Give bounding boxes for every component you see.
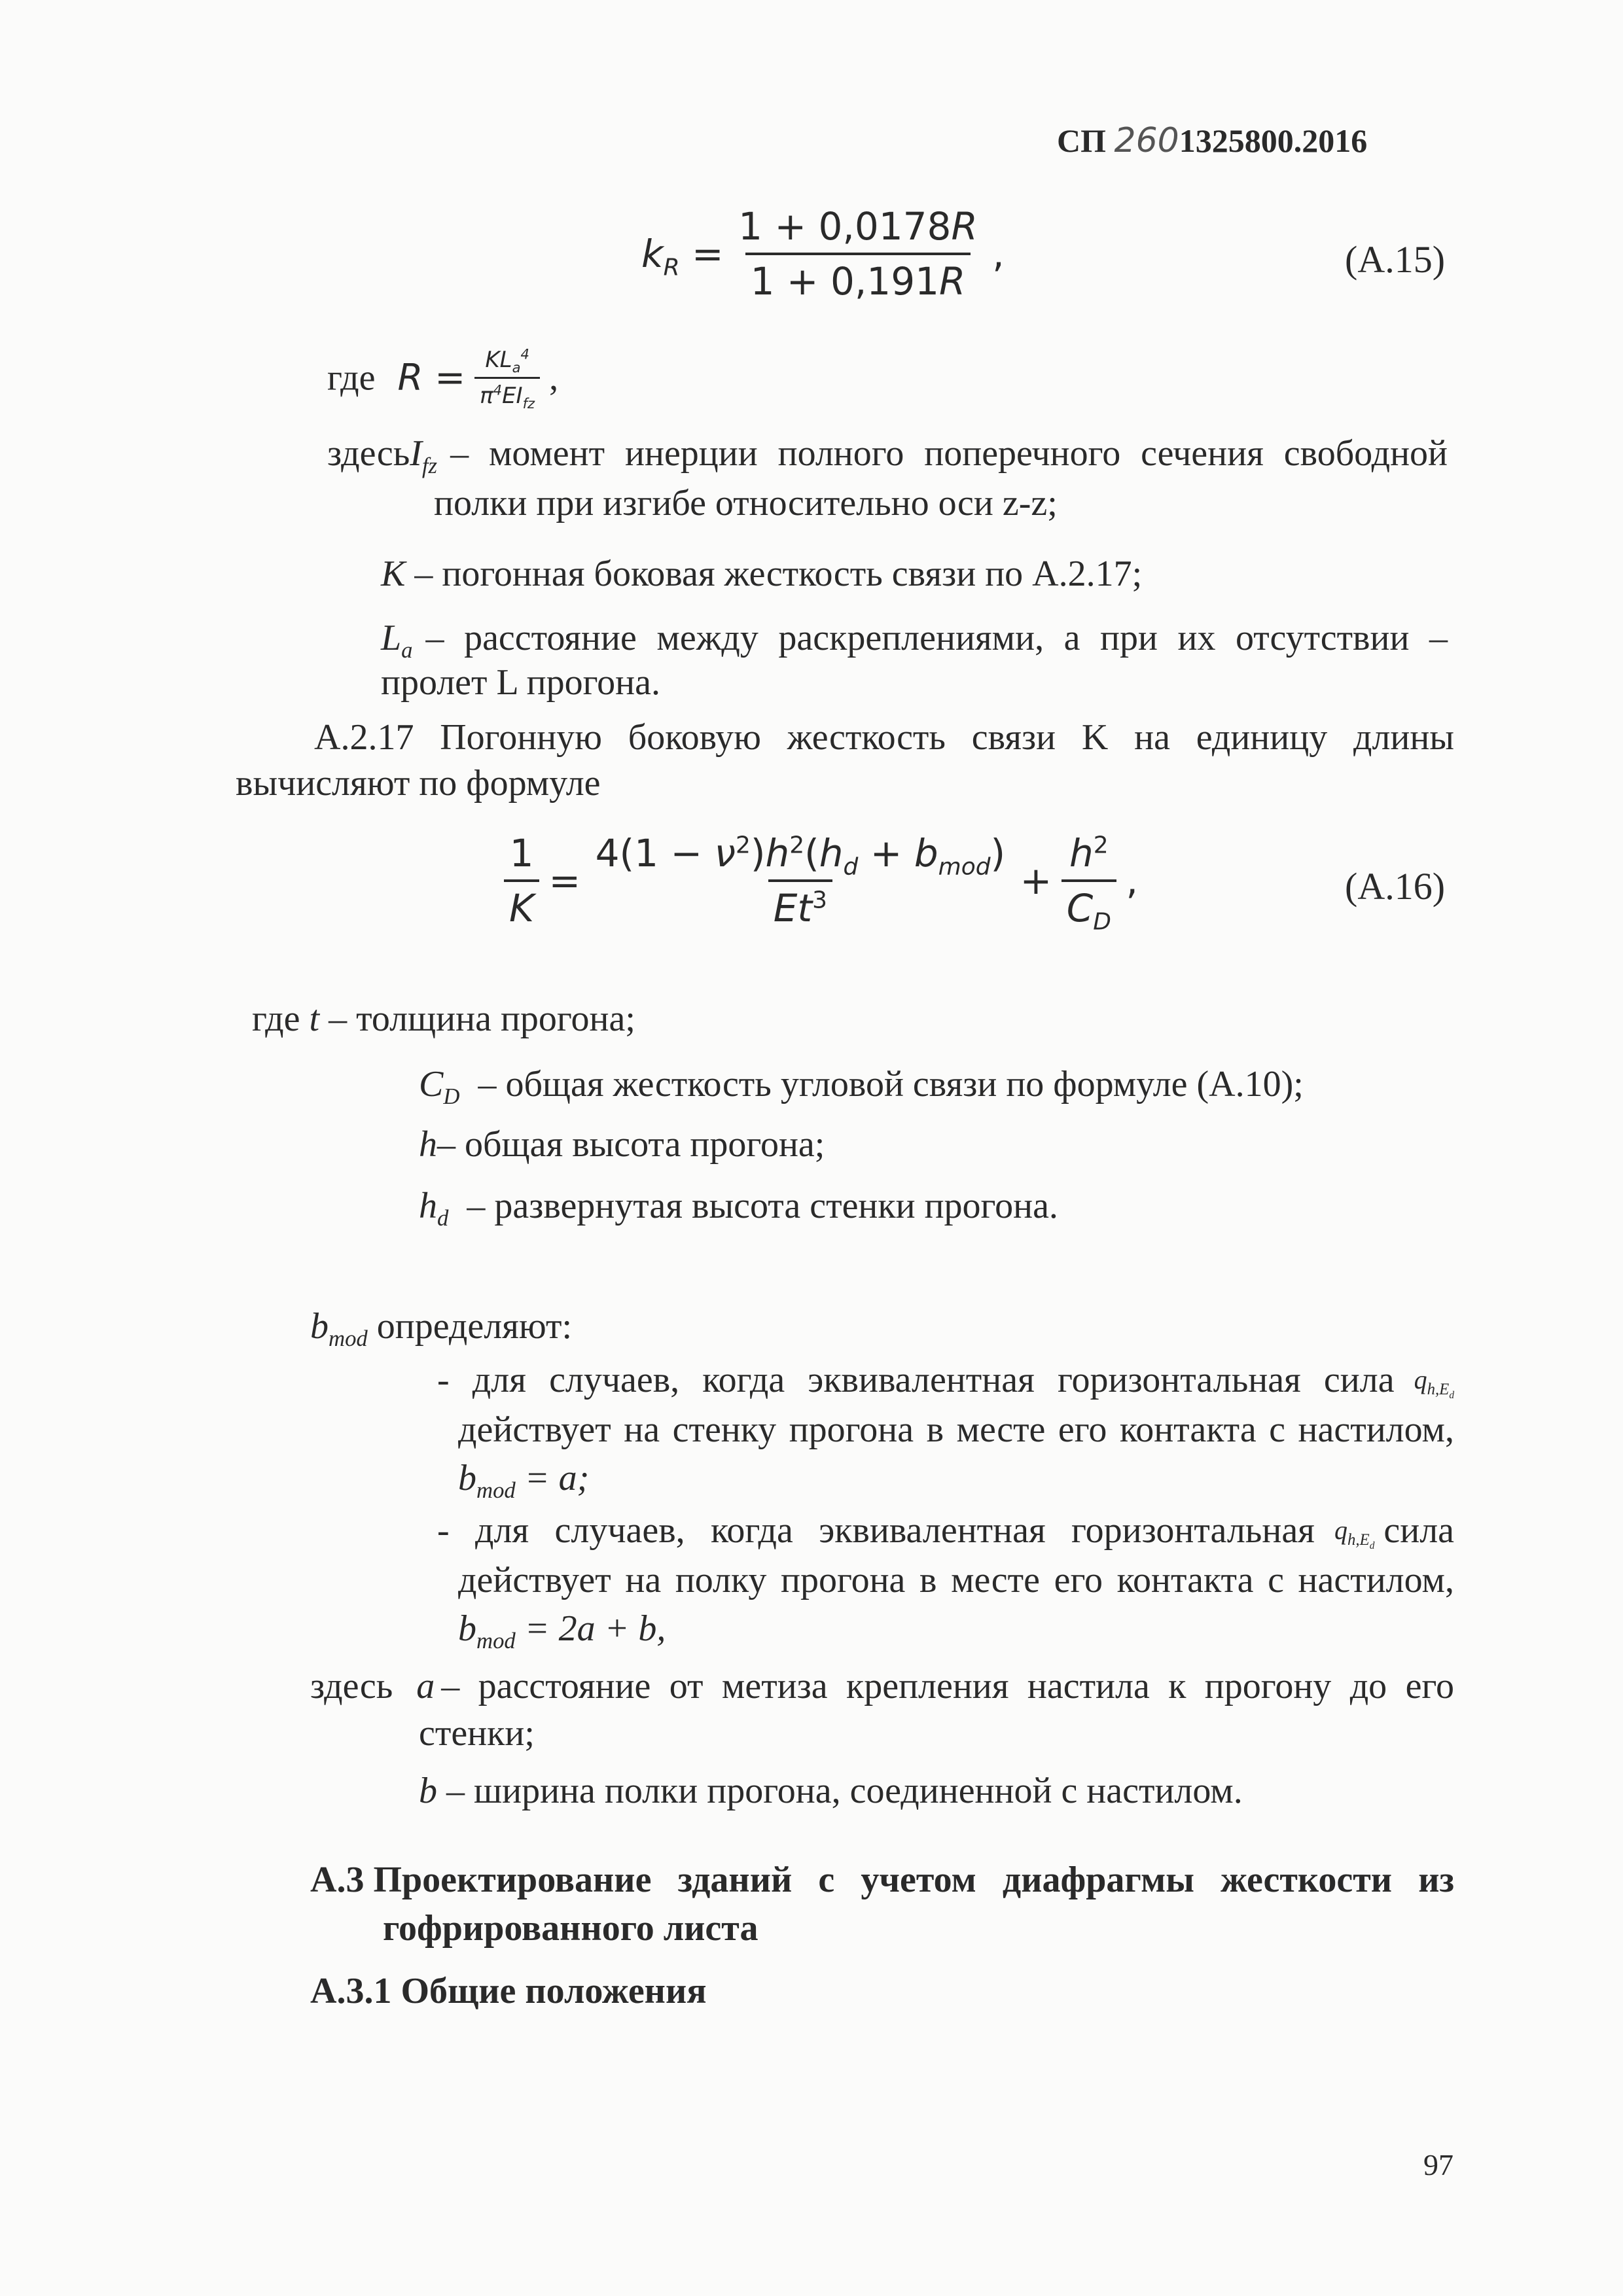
- def-la-text1: – расстояние между раскреплениями, а при их отсутствии –: [425, 618, 1448, 658]
- def-cd-line: [419, 1060, 1304, 1108]
- def-h-text: – общая высота прогона;: [437, 1124, 825, 1165]
- eq-a16-plus: +: [1020, 858, 1052, 903]
- eq-a16-frac1-num: 1: [509, 831, 534, 875]
- def-b-text: – ширина полки прогона, соединенной с настилом.: [446, 1771, 1243, 1811]
- para-a217-line1: А.2.17 Погонную боковую жесткость связи K на единицу длины: [314, 717, 1454, 758]
- def-b-symbol: b: [419, 1771, 437, 1811]
- def-h-symbol: h: [419, 1124, 437, 1165]
- equation-a16: [504, 831, 1138, 936]
- section-a3-heading-line1: [310, 1856, 1454, 1904]
- eq-a16-frac3: [1061, 831, 1116, 936]
- eq-a15-denominator: 1 + 0,191R: [745, 253, 971, 304]
- def-ifz-prefix: здесь: [327, 433, 410, 474]
- eq-a16-frac2-num: $4(1 - \nu^2)h^2(h_d + b_{mod})$: [595, 831, 1006, 881]
- bmod-item1-symbol: $q_{h,E_d}$: [1414, 1365, 1454, 1401]
- where-r-line: [327, 345, 559, 412]
- def-a-symbol: a: [416, 1666, 435, 1706]
- bmod-item1-line2: действует на стенку прогона в месте его контакта с настилом,: [458, 1409, 1454, 1450]
- eq-a15-fraction: [733, 204, 983, 304]
- eq-a15-comma: ,: [992, 232, 1005, 276]
- section-a3-title1: Проектирование зданий с учетом диафрагмы жесткости из: [373, 1860, 1454, 1900]
- def-t-prefix: где: [252, 998, 300, 1039]
- where-r-denominator: $\pi^4EI_{fz}$: [474, 377, 540, 409]
- eq-a16-frac2-den: Et$^3$: [768, 879, 832, 930]
- def-cd-text: – общая жесткость угловой связи по формуле (А.10);: [478, 1064, 1304, 1104]
- def-b-line: [419, 1767, 1243, 1815]
- def-t-text: – толщина прогона;: [329, 998, 635, 1039]
- def-a-line1: [310, 1662, 1454, 1710]
- eq-a16-number: (А.16): [1345, 865, 1446, 908]
- def-a-line2: стенки;: [419, 1713, 535, 1754]
- page-number: 97: [1423, 2148, 1454, 2181]
- bmod-item2-text1: - для случаев, когда эквивалентная горизонтальная: [437, 1510, 1315, 1551]
- def-la-symbol: $L_a$: [381, 618, 413, 663]
- bmod-item2-line1: [437, 1506, 1454, 1555]
- def-a-text1: – расстояние от метиза крепления настила к прогону до его: [441, 1666, 1454, 1706]
- where-r-fraction: [474, 345, 540, 412]
- section-a31-heading: [310, 1967, 707, 2015]
- section-a3-number: А.3: [310, 1860, 365, 1900]
- eq-a15-numerator: 1 + 0,0178R: [738, 204, 978, 249]
- eq-a16-frac1-den: K: [504, 879, 539, 930]
- def-cd-symbol: $C_D$: [419, 1064, 460, 1110]
- eq-a16-frac1: [504, 831, 539, 930]
- bmod-item1-line3: $b_{mod} = a$;: [458, 1458, 590, 1504]
- bmod-item2-symbol: $q_{h,E_d}$: [1334, 1515, 1375, 1551]
- doc-handwritten-number: 260: [1114, 121, 1179, 160]
- doc-suffix: 1325800.2016: [1179, 122, 1368, 159]
- def-la-line2: пролет L прогона.: [381, 662, 660, 703]
- para-a217-line2: вычисляют по формуле: [236, 763, 601, 804]
- bmod-intro-symbol: $b_{mod}$: [310, 1306, 368, 1352]
- section-a31-title: Общие положения: [401, 1971, 707, 2011]
- document-header: [1057, 116, 1367, 165]
- def-k-text: – погонная боковая жесткость связи по А.2.17;: [414, 554, 1143, 594]
- eq-a16-equals: =: [548, 858, 581, 903]
- eq-a15-number: (А.15): [1345, 238, 1446, 281]
- eq-a16-frac3-den: $C_D$: [1061, 879, 1116, 930]
- eq-a15-lhs: $k_R$ =: [641, 232, 724, 281]
- where-r-numerator: $KL_a^4$: [485, 345, 529, 376]
- eq-a16-frac3-num: $h^2$: [1069, 831, 1109, 875]
- section-a3-heading-line2: гофрированного листа: [383, 1908, 758, 1949]
- where-r-prefix: где: [327, 357, 376, 398]
- bmod-item1-line1: [437, 1356, 1454, 1404]
- eq-a16-comma: ,: [1126, 858, 1138, 903]
- def-hd-text: – развернутая высота стенки прогона.: [467, 1186, 1058, 1226]
- def-ifz-symbol: $I_{fz}$: [410, 433, 438, 479]
- eq-a16-frac2: [590, 831, 1011, 930]
- bmod-item2-line3: $b_{mod} = 2a + b$,: [458, 1608, 666, 1654]
- def-hd-symbol: $h_d$: [419, 1186, 449, 1231]
- bmod-intro-text: определяют:: [376, 1306, 573, 1347]
- def-a-prefix: здесь: [310, 1666, 393, 1706]
- bmod-item2-word: сила: [1383, 1510, 1454, 1551]
- def-hd-line: [419, 1182, 1058, 1230]
- bmod-item2-line2: действует на полку прогона в месте его контакта с настилом,: [458, 1560, 1454, 1600]
- section-a31-number: А.3.1: [310, 1971, 392, 2011]
- where-r-comma: ,: [549, 357, 559, 398]
- def-t-symbol: t: [309, 998, 320, 1039]
- equation-a15: [641, 204, 1005, 304]
- def-k-symbol: K: [381, 554, 406, 594]
- def-ifz-line1: [327, 429, 1448, 478]
- doc-prefix: СП: [1057, 122, 1106, 159]
- def-ifz-text1: – момент инерции полного поперечного сечения свободной: [450, 433, 1448, 474]
- def-k-line: [381, 550, 1142, 598]
- def-t-line: [252, 995, 635, 1043]
- bmod-item1-text1: - для случаев, когда эквивалентная горизонтальная сила: [437, 1360, 1395, 1400]
- def-h-line: [419, 1120, 825, 1169]
- where-r-lhs: R =: [397, 356, 466, 399]
- def-la-line1: [381, 614, 1448, 662]
- bmod-intro-line: [310, 1302, 572, 1351]
- def-ifz-line2: полки при изгибе относительно оси z-z;: [434, 483, 1058, 523]
